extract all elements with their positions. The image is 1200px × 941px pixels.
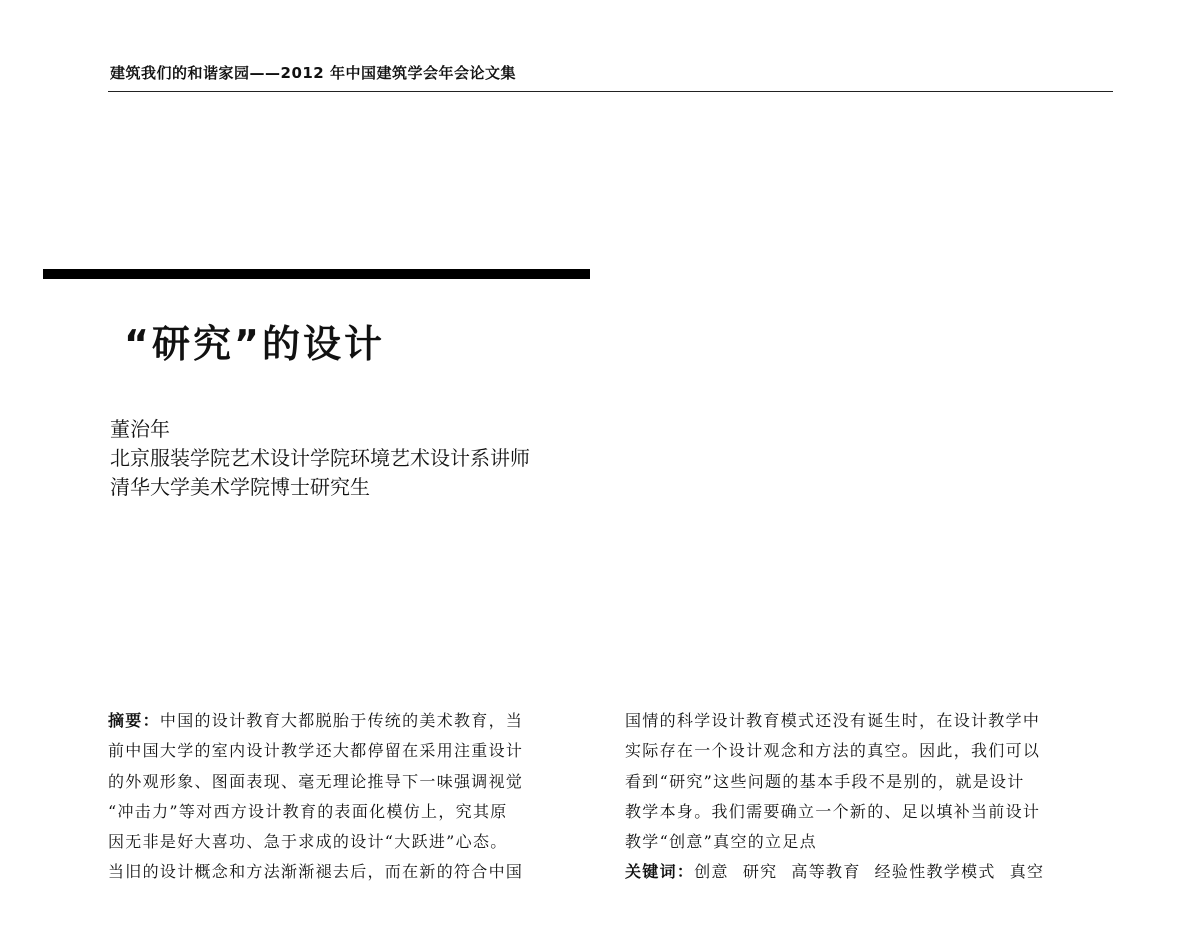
abstract-line: 摘要：中国的设计教育大都脱胎于传统的美术教育，当 — [108, 711, 524, 730]
keywords-line — [625, 857, 1115, 887]
abstract-line: 国情的科学设计教育模式还没有诞生时，在设计教学中 — [625, 711, 1041, 730]
author-name: 董治年 — [110, 417, 170, 441]
abstract-line: “冲击力”等对西方设计教育的表面化模仿上，究其原 — [108, 801, 508, 821]
keyword: 研究 — [742, 862, 778, 882]
abstract-line: 教学本身。我们需要确立一个新的、足以填补当前设计 — [625, 801, 1041, 821]
affiliation-2: 清华大学美术学院博士研究生 — [110, 475, 370, 499]
abstract-line: 看到“研究”这些问题的基本手段不是别的，就是设计 — [625, 771, 1025, 791]
abstract-line: 的外观形象、图面表现、毫无理论推导下一味强调视觉 — [108, 771, 524, 791]
abstract-left-column — [108, 706, 598, 888]
keyword: 经验性教学模式 — [874, 862, 996, 882]
abstract-label: 摘要： — [108, 711, 160, 730]
article-title: “研究”的设计 — [124, 322, 385, 366]
title-bar — [43, 269, 590, 279]
keywords-label: 关键词： — [625, 862, 695, 882]
keyword: 创意 — [694, 862, 729, 882]
abstract-line: 因无非是好大喜功、急于求成的设计“大跃进”心态。 — [108, 832, 508, 852]
abstract-line: 实际存在一个设计观念和方法的真空。因此，我们可以 — [625, 741, 1041, 761]
abstract-line: 当旧的设计概念和方法渐渐褪去后，而在新的符合中国 — [108, 862, 524, 882]
abstract-line: 教学“创意”真空的立足点 — [625, 832, 817, 852]
author-block — [110, 415, 530, 502]
abstract-right-column — [625, 706, 1115, 888]
abstract-line: 前中国大学的室内设计教学还大都停留在采用注重设计 — [108, 741, 524, 761]
affiliation-1: 北京服装学院艺术设计学院环境艺术设计系讲师 — [110, 446, 530, 470]
running-header: 建筑我们的和谐家园——2012 年中国建筑学会年会论文集 — [110, 64, 516, 82]
header-rule — [108, 91, 1113, 92]
keyword: 高等教育 — [791, 862, 861, 882]
keyword: 真空 — [1009, 862, 1045, 882]
